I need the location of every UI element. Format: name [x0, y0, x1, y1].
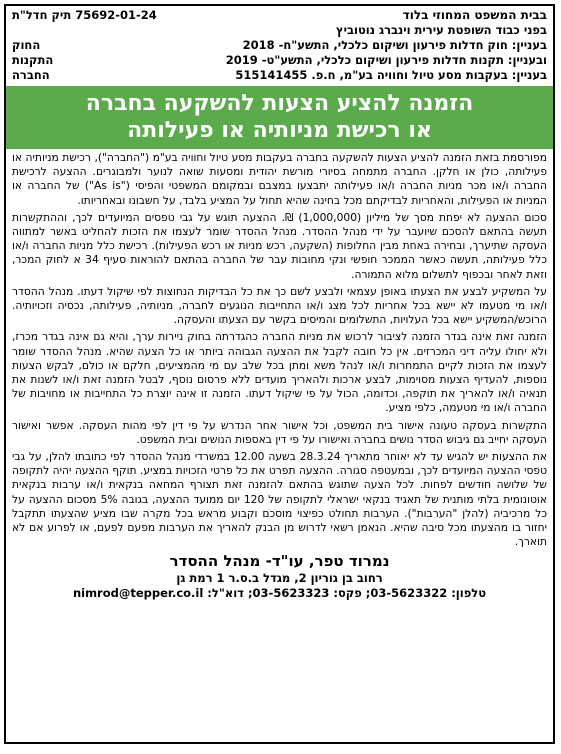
- address: רחוב בן גוריון 2, מגדל ב.ס.ר 1 רמת גן: [176, 571, 383, 586]
- phone: טלפון: 03-5623322: [370, 586, 487, 601]
- headline-line-2: או רכישת מניותיה או פעילותה: [127, 118, 432, 143]
- case-header: [6, 6, 553, 83]
- fax: פקס: 03-5623323: [252, 586, 362, 601]
- notice-footer: [6, 552, 553, 601]
- notice-body: [6, 151, 553, 549]
- paragraph-terms: הזמנה זאת אינה בגדר הזמנה לציבור לרכוש את מניות החברה כהגדרתה בחוק ניירות ערך, והיא גם אינה בגדר מכרז, ולא יחולו עליה דיני המכרזים. אין כל חובה לקבל את ההצעה הגבוהה ביותר או כל הצעה שהיא. מנהל ההסדר שומר לעצמו את הזכות לקיים התמחרות ו/או לנהל משא ומתן בכל שלב עם מי מהמציעים, חלקם או כולם, לבקש הצעות נוספות, להעדיף הצעות מסוימות, לבצע ארכות ולהאריך מועדים ללא פרסום נוסף, לבטל הזמנה זאת ו/או לשנות את תנאיה ו/או להאריך את תוקפה, וכדומה, הכול על פי שיקול דעתו. הזמנה זו אינה יוצרת כל התחייבות או מחויבות של החברה ו/או מי מטעמה, כלפי מציע.: [12, 330, 547, 415]
- court-name: בבית המשפט המחוזי בלוד: [402, 8, 547, 22]
- paragraph-due-diligence: על המשקיע לבצע את הצעתו באופן עצמאי ולבצע לשם כך את כל הבדיקות הנחוצות לפי שיקול דעתו. מנהל ההסדר ו/או מי מטעמו לא יישא בכל אחריות לכל מצג ו/או התחייבות הנוגעים לחברה, מניותיה, פעילותה, נכסיה וזכויותיה. הרוכש/המשקיע יישא בכל העלויות, התשלומים והמיסים בקשר עם הצעתו והעסקה.: [12, 284, 547, 327]
- company-reference: בעניין: בעקבות מסע טיול וחוויה בע"מ, ח.פ. 515141455: [235, 68, 547, 82]
- case-number: 75692-01-24 תיק חדל"ת: [12, 8, 157, 22]
- headline-banner: [6, 86, 553, 149]
- legal-notice-page: [4, 4, 555, 744]
- email: דוא"ל: nimrod@tepper.co.il: [72, 586, 244, 601]
- paragraph-submission: את ההצעות יש להגיש עד לא יאוחר מתאריך 28.3.24 בשעה 12.00 במשרדי מנהל ההסדר לפי כתובתו להלן, על גבי טפסי ההצעה המיועדים לכך, ובמעטפה סגורה. ההצעה תפרט את כל פרטי הזכויות במציע. תוקף ההצעה יהיה לתקופה של שלושה חודשים לפחות. לכל הצעה שתוגש בהתאם להזמנה זאת תצורף המחאה בנקאית ו/או ערבות בנקאית אוטונומית בלתי מותנית של תאגיד בנקאי ישראלי לתקופה של 120 יום ממועד ההצעה, בגובה 5% מסכום ההצעה על כל מרכיביה (להלן "הערבות"). הערבות תחולט כפיצוי מוסכם וקבוע מראש בכל מקרה שבו מציע שהצעתו תתקבל יחזור בו מהצעתו מכל סיבה שהיא. הנאמן רשאי לדרוש מן הבנק להאריך את הערבות מפעם לפעם, או לפרוע אם לא תוארך.: [12, 450, 548, 549]
- paragraph-intro: מפורסמת בזאת הזמנה להציע הצעות להשקעה בחברה בעקבות מסע טיול וחוויה בע"מ ("החברה"), רכישת מניותיה או פעילותה, כולן או חלקן. החברה מתמחה בסיורי מורשת יהודית ומסעות שואה לנוער ולמבוגרים. ההצעה לרכישת החברה ו/או מכר מניות החברה ו/או פעילותה יתבצעו במצבם ובמקומם המשפטי והפיסי ("As is") של החברה או המניות או הפעילות, והאחריות לבדיקתם מכל בחינה שהיא תחול על המציע בלבד, על חשבונו ובאחריותו.: [12, 151, 548, 207]
- contact-line: טלפון: 03-5623322; פקס: 03-5623323; דוא"ל: nimrod@tepper.co.il: [72, 586, 487, 601]
- judge-name: בפני כבוד השופטת עירית וינברג נוטוביץ: [336, 23, 547, 37]
- regulations-row: [12, 53, 547, 68]
- company-label: החברה: [12, 68, 50, 82]
- law-row: [12, 38, 547, 53]
- signature: נמרוד טפר, עו"ד- מנהל ההסדר: [169, 552, 390, 571]
- regulations-label: התקנות: [12, 53, 54, 67]
- law-reference: בעניין: חוק חדלות פירעון ושיקום כלכלי, התשע"ח- 2018: [242, 38, 547, 52]
- judge-row: [12, 23, 547, 38]
- paragraph-court-approval: התקשרות בעסקה טעונה אישור בית המשפט, וכל אישור אחר הנדרש על פי דין לפי מהות העסקה. אפשר ואישור העסקה יחייב גם גיבוש הסדר נושים בחברה ואישורו על פי דין באספות הנושים ובית המשפט.: [12, 418, 547, 446]
- paragraph-offer-amount: סכום ההצעה לא יפחת מסך של מיליון (1,000,000) ₪. ההצעה תוגש על גבי טפסים המיועדים לכך, וההתקשרות תעשה בהתאם להסכם שיועבר על ידי מנהל ההסדר. מנהל ההסדר שומר לעצמו את הזכות להחליט באשר למתווה העסקה שתיערך, ובחירה באחת מבין החלופות (השקעה, רכש מניות או רכש הפעילות). רכישת כלל מניות החברה ו/או כלל פעילותה, תעשה כאשר הממכר חופשי ונקי מחובות עבר של החברה בהתאם להוראות סעיף 34 א לחוק המכר, וזאת לאחר ובכפוף לתשלום מלוא התמורה.: [12, 210, 547, 281]
- company-row: [12, 68, 547, 83]
- regulations-reference: ובעניין: תקנות חדלות פירעון ושיקום כלכלי, התשע"ט- 2019: [225, 53, 547, 67]
- headline-line-1: הזמנה להציע הצעות להשקעה בחברה: [85, 91, 474, 116]
- law-label: החוק: [12, 38, 41, 52]
- court-row: [12, 8, 547, 23]
